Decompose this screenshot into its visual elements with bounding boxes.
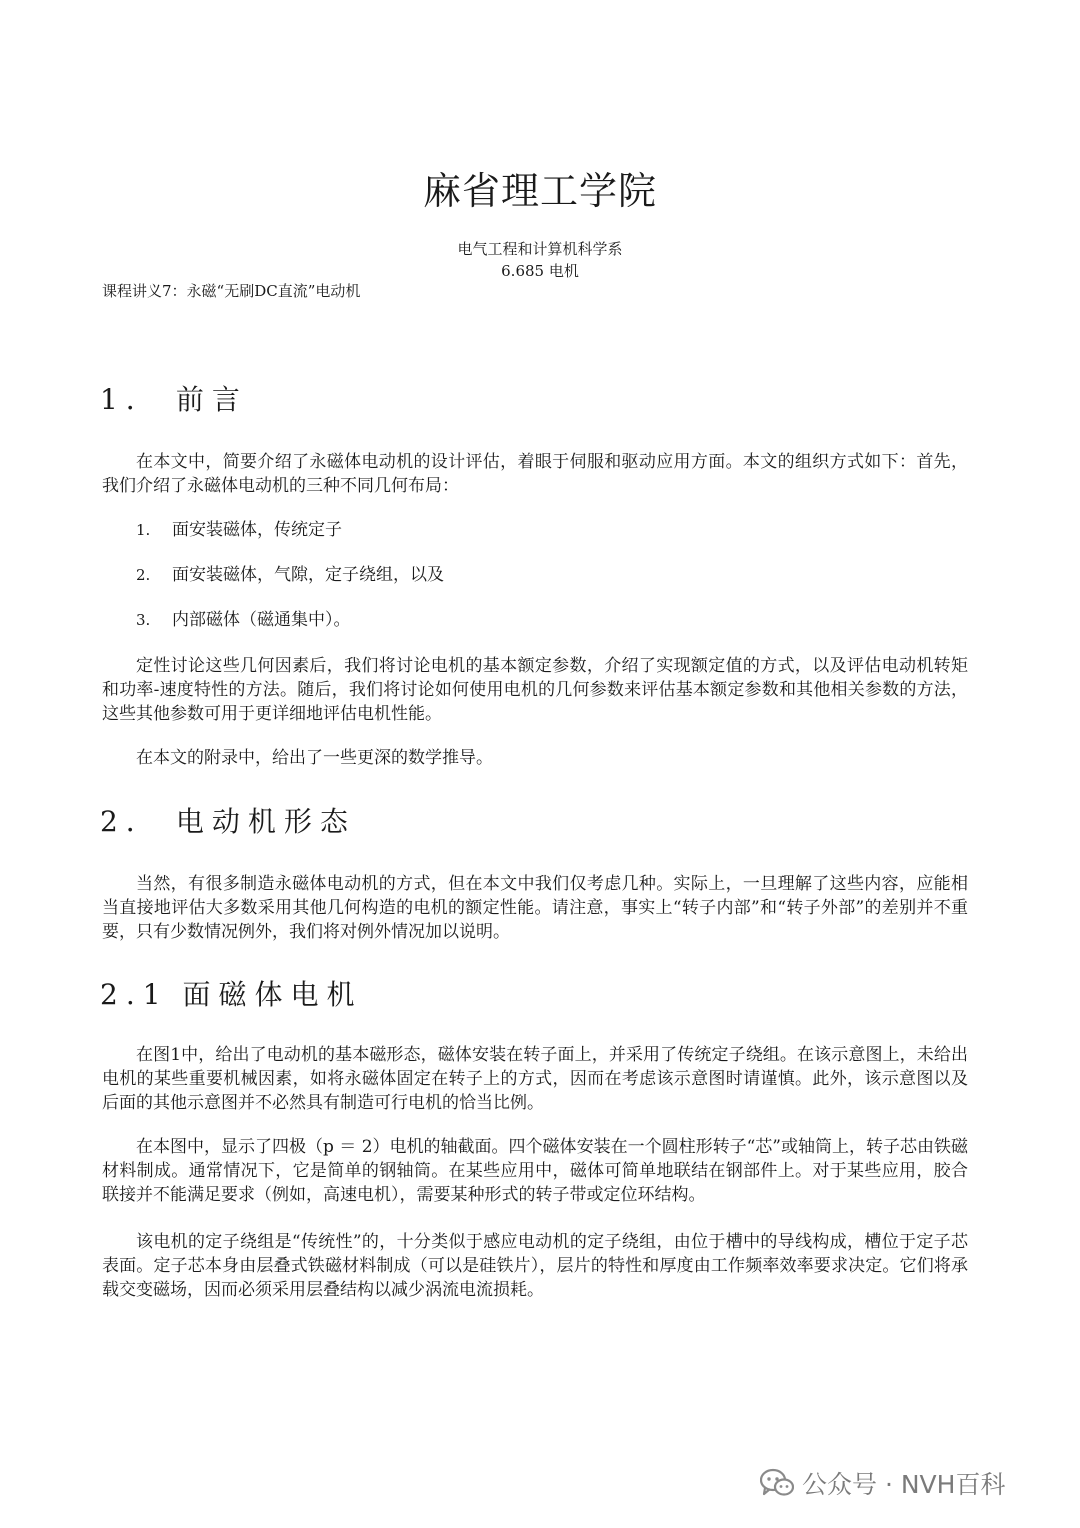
list-item: [136, 563, 444, 587]
paragraph: 在本文的附录中，给出了一些更深的数学推导。: [136, 748, 493, 768]
list-number: 1.: [136, 521, 151, 539]
list-item: [136, 608, 351, 632]
paragraph: 在本图中，显示了四极（p ＝ 2）电机的轴截面。四个磁体安装在一个圆柱形转子“芯”或轴筒上，转子芯由铁磁材料制成。通常情况下，它是简单的钢轴筒。在某些应用中，磁体可简单地联结在钢部件上。对于某些应用，胶合联接并不能满足要求（例如，高速电机），需要某种形式的转子带或定位环结构。: [102, 1137, 968, 1205]
course-name: 6.685 电机: [501, 262, 579, 280]
department-name: 电气工程和计算机科学系: [457, 240, 623, 258]
watermark: [760, 1465, 1005, 1501]
list-text: 面安装磁体，气隙，定子绕组，以及: [172, 565, 444, 585]
paragraph: 该电机的定子绕组是“传统性”的，十分类似于感应电动机的定子绕组，由位于槽中的导线构成，槽位于定子芯表面。定子芯本身由层叠式铁磁材料制成（可以是硅铁片），层片的特性和厚度由工作频率效率要求决定。它们将承载交变磁场，因而必须采用层叠结构以减少涡流电流损耗。: [102, 1232, 968, 1300]
list-text: 面安装磁体，传统定子: [172, 520, 342, 540]
section-number: 2.1: [100, 978, 169, 1011]
paragraph: 定性讨论这些几何因素后，我们将讨论电机的基本额定参数，介绍了实现额定值的方式，以及评估电动机转矩和功率-速度特性的方法。随后，我们将讨论如何使用电机的几何参数来评估基本额定参数和其他相关参数的方法，这些其他参数可用于更详细地评估电机性能。: [102, 656, 968, 724]
section-number: 1．: [100, 383, 162, 416]
section-heading-1: [100, 382, 248, 418]
lecture-title: 课程讲义7：永磁“无刷DC直流”电动机: [102, 282, 361, 300]
section-title: 面磁体电机: [182, 978, 363, 1011]
list-item: [136, 518, 342, 542]
wechat-icon: [760, 1468, 794, 1498]
institution-title: 麻省理工学院: [422, 169, 657, 213]
list-number: 3.: [136, 611, 151, 629]
watermark-text: 公众号 · NVH百科: [802, 1470, 1006, 1499]
section-number: 2．: [100, 805, 162, 838]
section-title: 前言: [175, 383, 248, 416]
list-number: 2.: [136, 566, 151, 584]
paragraph: 当然，有很多制造永磁体电动机的方式，但在本文中我们仅考虑几种。实际上，一旦理解了这些内容，应能相当直接地评估大多数采用其他几何构造的电机的额定性能。请注意，事实上“转子内部”和“转子外部”的差别并不重要，只有少数情况例外，我们将对例外情况加以说明。: [102, 874, 968, 942]
section-title: 电动机形态: [175, 805, 356, 838]
paragraph: 在本文中，简要介绍了永磁体电动机的设计评估，着眼于伺服和驱动应用方面。本文的组织方式如下：首先，我们介绍了永磁体电动机的三种不同几何布局：: [102, 452, 968, 496]
list-text: 内部磁体（磁通集中）。: [172, 610, 351, 630]
section-heading-2-1: [100, 977, 363, 1013]
paragraph: 在图1中，给出了电动机的基本磁形态，磁体安装在转子面上，并采用了传统定子绕组。在该示意图上，未给出电机的某些重要机械因素，如将永磁体固定在转子上的方式，因而在考虑该示意图时请谨慎。此外，该示意图以及后面的其他示意图并不必然具有制造可行电机的恰当比例。: [102, 1045, 968, 1113]
section-heading-2: [100, 804, 356, 840]
